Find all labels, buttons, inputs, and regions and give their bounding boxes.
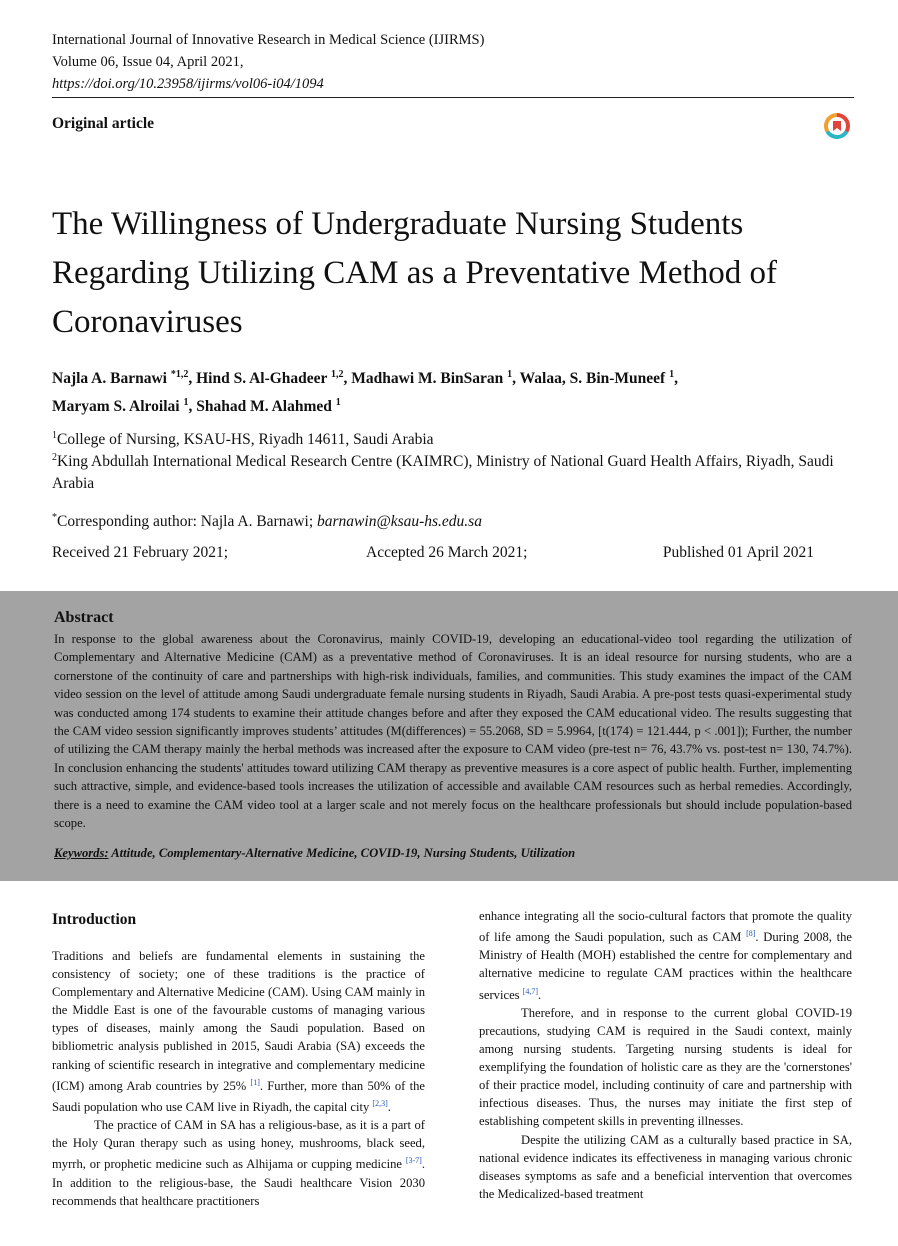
affiliation-text: College of Nursing, KSAU-HS, Riyadh 14611, Saudi Arabia — [57, 431, 434, 449]
author-list — [52, 363, 852, 419]
author: Walaa, S. Bin-Muneef — [519, 370, 666, 388]
citation-ref[interactable]: [2,3] — [372, 1098, 388, 1108]
paragraph — [479, 907, 852, 1004]
text-run: Traditions and beliefs are fundamental elements in sustaining the consistency of society; one of these traditions is the practice of Complementary and Alternative Medicine (CAM). Using CAM mainly in the Middle East is one of the favourable customs of managing various types of diseases, mainly among the Saudi population. Based on bibliometric analysis published in 2015, Saudi Arabia (SA) exceeds the ranking of scientific research in integrative and complementary medicine (ICM) among Arab countries by 25% — [52, 949, 425, 1093]
text-run: . — [387, 1100, 391, 1115]
text-run: enhance integrating all the socio-cultural factors that promote the quality of life among the Saudi population, such as CAM — [479, 909, 852, 945]
author: Hind S. Al-Ghadeer — [196, 370, 328, 388]
received-date: Received 21 February 2021; — [52, 544, 229, 561]
corresponding-sup: * — [52, 512, 57, 523]
paper-title: The Willingness of Undergraduate Nursing Students Regarding Utilizing CAM as a Preventative Method of Coronaviruses — [52, 206, 777, 340]
author-sup: 1,2 — [331, 369, 344, 380]
abstract-text: In response to the global awareness about the Coronavirus, mainly COVID-19, developing an educational-video tool regarding the utilization of Complementary and Alternative Medicine (CAM) as a preventative method of Coronaviruses. It is an ideal resource for nursing students, who are a cornerstone of the continuity of care and partnerships with high-risk individuals, families, and communities. This study examines the impact of the CAM video session on the level of attitude among Saudi undergraduate female nursing students in Riyadh, Saudi Arabia. A pre-post tests quasi-experimental study was conducted among 174 students to examine their attitude changes before and after they exposed the CAM educational video. The results suggesting that the CAM video session significantly improves students’ attitudes (M(differences) = 55.2068, SD = 5.9964, [t(174) = 121.444, p < .001]); Further, the number of utilizing the CAM therapy mainly the herbal methods was increased after the exposure to CAM video (pre-test n= 76, 43.7% vs. post-test n= 130, 74.7%). In conclusion enhancing the students' attitudes toward utilizing CAM therapy as preventive measures is a core aspect of public health. Further, implementing such attractive, simple, and evidence-based tools increases the utilization of accessible and available CAM resources such as herbal remedies. Accordingly, there is a need to examine the CAM video tool at a larger scale and not merely focus on the healthcare professionals but should include population-based scope. — [54, 632, 852, 831]
introduction-heading: Introduction — [52, 911, 137, 928]
published-date: Published 01 April 2021 — [662, 544, 814, 561]
keywords — [54, 846, 852, 861]
author-sep: , — [512, 370, 520, 388]
crossmark-bookmark-icon[interactable] — [824, 113, 850, 139]
author-sep: , — [188, 370, 197, 388]
citation-ref[interactable]: [8] — [746, 929, 756, 939]
paragraph — [52, 947, 425, 1116]
text-run: . — [538, 987, 542, 1002]
right-column — [479, 907, 852, 1203]
accepted-date: Accepted 26 March 2021; — [366, 544, 528, 561]
paragraph — [52, 1116, 425, 1210]
citation-ref[interactable]: [3-7] — [405, 1156, 422, 1166]
journal-name: International Journal of Innovative Research in Medical Science (IJIRMS) — [52, 32, 485, 48]
author-sep: , — [343, 370, 352, 388]
keywords-label: Keywords: — [54, 846, 109, 860]
affiliation-sup: 2 — [52, 452, 57, 463]
abstract-heading: Abstract — [54, 609, 114, 626]
header-rule — [52, 97, 854, 98]
author: Maryam S. Alroilai — [52, 398, 180, 416]
doi-link[interactable]: https://doi.org/10.23958/ijirms/vol06-i04/1094 — [52, 76, 324, 92]
journal-volume: Volume 06, Issue 04, April 2021, — [52, 54, 244, 70]
author-sup: 1 — [669, 369, 675, 380]
corresponding-label: Corresponding author: Najla A. Barnawi; — [57, 513, 318, 531]
affiliation-sup: 1 — [52, 430, 57, 441]
citation-ref[interactable]: [4,7] — [522, 986, 539, 996]
author: Madhawi M. BinSaran — [351, 370, 504, 388]
affiliation-2 — [52, 447, 852, 495]
affiliation-text: King Abdullah International Medical Research Centre (KAIMRC), Ministry of National Guard Health Affairs, Riyadh, Saudi Arabia — [52, 453, 834, 493]
left-column — [52, 947, 425, 1210]
citation-ref[interactable]: [1] — [250, 1077, 260, 1087]
author-sup: 1 — [183, 397, 189, 409]
keywords-list: Attitude, Complementary-Alternative Medicine, COVID-19, Nursing Students, Utilization — [108, 846, 576, 860]
paragraph: Despite the utilizing CAM as a culturally based practice in SA, national evidence indicates its effectiveness in managing various chronic diseases symptoms as safe and a beneficial intervention that overcomes the Medicalized-based treatment — [479, 1132, 852, 1201]
author-sep: , — [188, 398, 197, 416]
paragraph: Therefore, and in response to the current global COVID-19 precautions, studying CAM is required in the Saudi context, mainly among nursing students. Targeting nursing students is ideal for exemplifying the foundation of holistic care as they are the 'cornerstones' of their practice model, including continuity of care and partnership with infectious diseases. Thus, the nurses may initiate the first step of establishing competent skills in preventing illnesses. — [479, 1005, 852, 1129]
author-sup: 1 — [335, 397, 341, 409]
text-run: . Further, more than 50% of the Saudi population who use CAM live in Riyadh, the capital city — [52, 1078, 425, 1115]
author: Shahad M. Alahmed — [196, 398, 332, 416]
author: Najla A. Barnawi — [52, 370, 167, 388]
corresponding-author — [52, 507, 852, 533]
article-type: Original article — [52, 115, 155, 132]
text-run: . In addition to the religious-base, the Saudi healthcare Vision 2030 recommends that healthcare practitioners — [52, 1157, 425, 1208]
text-run: The practice of CAM in SA has a religious-base, as it is a part of the Holy Quran therapy such as using honey, mushrooms, black seed, myrrh, or prophetic medicine such as Alhijama or cupping medicine — [52, 1118, 425, 1172]
author-sep: , — [674, 370, 678, 388]
author-sup: 1 — [507, 369, 513, 380]
corresponding-email[interactable]: barnawin@ksau-hs.edu.sa — [317, 513, 482, 531]
text-run: . During 2008, the Ministry of Health (MOH) established the centre for complementary and alternative medicine to regulate CAM practices within the healthcare services — [479, 930, 852, 1002]
author-sup: *1,2 — [170, 369, 189, 380]
